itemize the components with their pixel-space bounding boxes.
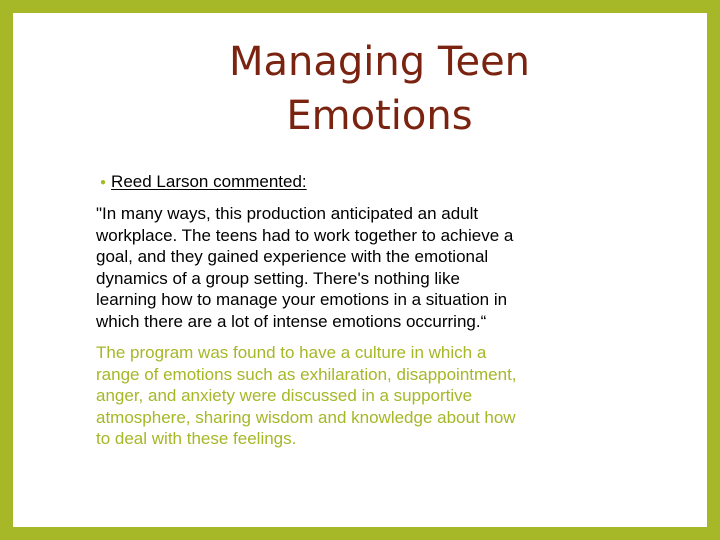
slide-title-line-1: Managing Teen xyxy=(228,39,531,85)
program-line: atmosphere, sharing wisdom and knowledge about how xyxy=(96,407,516,427)
program-paragraph xyxy=(96,342,616,450)
quote-line: dynamics of a group setting. There's nothing like xyxy=(96,268,460,288)
bullet-item xyxy=(100,172,307,193)
quote-paragraph xyxy=(96,203,616,332)
bullet-text: Reed Larson commented: xyxy=(111,172,307,191)
quote-line: workplace. The teens had to work together to achieve a xyxy=(96,225,514,245)
quote-line: learning how to manage your emotions in a situation in xyxy=(96,290,508,309)
quote-line: goal, and they gained experience with the emotional xyxy=(96,247,489,266)
slide-title-line-2: Emotions xyxy=(286,93,473,139)
quote-line: "In many ways, this production anticipated an adult xyxy=(96,204,479,223)
program-line: anger, and anxiety were discussed in a supportive xyxy=(96,386,473,405)
bullet-dot-icon: ● xyxy=(100,177,107,188)
program-line: to deal with these feelings. xyxy=(96,429,297,448)
quote-line: which there are a lot of intense emotions occurring.“ xyxy=(96,311,487,331)
program-line: The program was found to have a culture in which a xyxy=(96,343,487,362)
program-line: range of emotions such as exhilaration, disappointment, xyxy=(96,364,517,384)
